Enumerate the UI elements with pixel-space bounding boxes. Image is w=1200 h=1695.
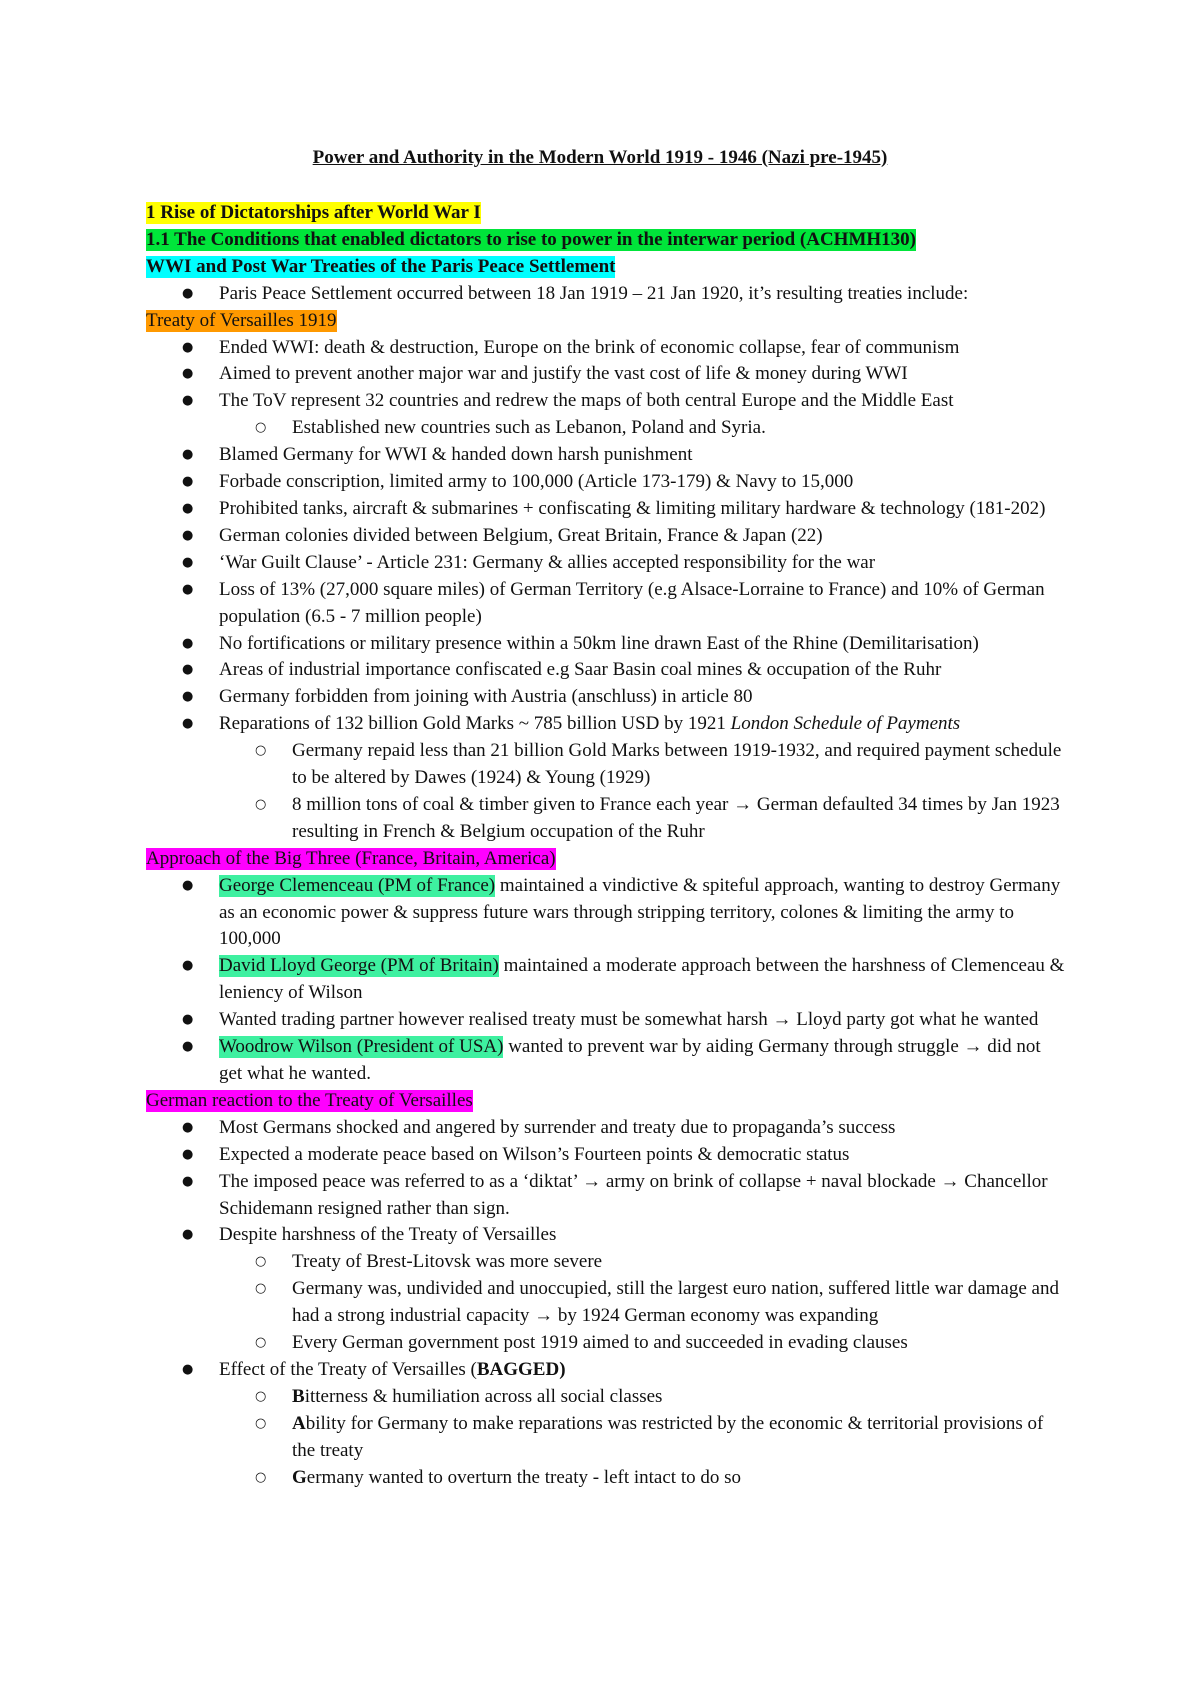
list-item: ● Prohibited tanks, aircraft & submarines + confiscating & limiting military hardware & technology (181-202) — [146, 496, 1066, 523]
list-item: ● Germany forbidden from joining with Austria (anschluss) in article 80 — [146, 684, 1066, 711]
sub-list-item: ○ Bitterness & humiliation across all social classes — [146, 1384, 1066, 1411]
document-title: Power and Authority in the Modern World 1919 - 1946 (Nazi pre-1945) — [312, 147, 888, 168]
list-item: ● Expected a moderate peace based on Wilson’s Fourteen points & democratic status — [146, 1142, 1066, 1169]
list-item: ● David Lloyd George (PM of Britain) maintained a moderate approach between the harshness of Clemenceau & leniency of Wilson — [146, 953, 1066, 1007]
list-item: ● Ended WWI: death & destruction, Europe on the brink of economic collapse, fear of communism — [146, 335, 1066, 362]
sub-list-item: ○ Germany was, undivided and unoccupied, still the largest euro nation, suffered little war damage and had a strong industrial capacity → by 1924 German economy was expanding — [146, 1276, 1066, 1330]
list-item: ● The imposed peace was referred to as a ‘diktat’ → army on brink of collapse + naval blockade → Chancellor Schidemann resigned rather than sign. — [146, 1169, 1066, 1223]
list-item: ● Areas of industrial importance confiscated e.g Saar Basin coal mines & occupation of the Ruhr — [146, 657, 1066, 684]
heading-big-three: Approach of the Big Three (France, Britain, America) — [146, 847, 556, 869]
reaction-list — [146, 1115, 1066, 1492]
sub-list-item: ○ 8 million tons of coal & timber given to France each year → German defaulted 34 times by Jan 1923 resulting in French & Belgium occupation of the Ruhr — [146, 792, 1066, 846]
document-body — [146, 200, 1066, 1492]
highlight-lloyd-george: David Lloyd George (PM of Britain) — [219, 955, 499, 977]
sub-list-item: ○ Germany repaid less than 21 billion Gold Marks between 1919-1932, and required payment schedule to be altered by Dawes (1924) & Young (1929) — [146, 738, 1066, 792]
list-item: ● No fortifications or military presence within a 50km line drawn East of the Rhine (Demilitarisation) — [146, 631, 1066, 658]
list-item: ● Blamed Germany for WWI & handed down harsh punishment — [146, 442, 1066, 469]
big-three-list — [146, 873, 1066, 1088]
list-item: ● Effect of the Treaty of Versailles (BAGGED) — [146, 1357, 1066, 1384]
italic-source: London Schedule of Payments — [730, 713, 961, 735]
list-item: ● Despite harshness of the Treaty of Versailles — [146, 1222, 1066, 1249]
heading-ww1-treaties: WWI and Post War Treaties of the Paris Peace Settlement — [146, 255, 616, 277]
list-item: ● German colonies divided between Belgium, Great Britain, France & Japan (22) — [146, 523, 1066, 550]
sub-list-item: ○ Treaty of Brest-Litovsk was more severe — [146, 1249, 1066, 1276]
list-item: ● ‘War Guilt Clause’ - Article 231: Germany & allies accepted responsibility for the war — [146, 550, 1066, 577]
highlight-wilson: Woodrow Wilson (President of USA) — [219, 1036, 504, 1058]
list-item: ● Wanted trading partner however realised treaty must be somewhat harsh → Lloyd party got what he wanted — [146, 1007, 1066, 1034]
highlight-clemenceau: George Clemenceau (PM of France) — [219, 874, 496, 896]
tov-list — [146, 335, 1066, 846]
list-item: ● George Clemenceau (PM of France) maintained a vindictive & spiteful approach, wanting to destroy Germany as an economic power & suppress future wars through stripping territory, colones & limiting the army to 100,000 — [146, 873, 1066, 954]
heading-treaty-of-versailles: Treaty of Versailles 1919 — [146, 309, 337, 331]
heading-1: 1 Rise of Dictatorships after World War I — [146, 202, 481, 223]
list-item: ● The ToV represent 32 countries and redrew the maps of both central Europe and the Middle East — [146, 388, 1066, 415]
list-item: ● Reparations of 132 billion Gold Marks ~ 785 billion USD by 1921 London Schedule of Payments — [146, 711, 1066, 738]
list-item: ● Most Germans shocked and angered by surrender and treaty due to propaganda’s success — [146, 1115, 1066, 1142]
heading-german-reaction: German reaction to the Treaty of Versailles — [146, 1089, 473, 1111]
list-item: ● Forbade conscription, limited army to 100,000 (Article 173-179) & Navy to 15,000 — [146, 469, 1066, 496]
list-item: ● Paris Peace Settlement occurred between 18 Jan 1919 – 21 Jan 1920, it’s resulting treaties include: — [146, 281, 1066, 308]
sub-list-item: ○ Established new countries such as Lebanon, Poland and Syria. — [146, 415, 1066, 442]
list-item: ● Loss of 13% (27,000 square miles) of German Territory (e.g Alsace-Lorraine to France) and 10% of German population (6.5 - 7 million people) — [146, 577, 1066, 631]
intro-list — [146, 281, 1066, 308]
sub-list-item: ○ Every German government post 1919 aimed to and succeeded in evading clauses — [146, 1330, 1066, 1357]
sub-list-item: ○ Germany wanted to overturn the treaty - left intact to do so — [146, 1465, 1066, 1492]
heading-1-1: 1.1 The Conditions that enabled dictators to rise to power in the interwar period (ACHMH130) — [146, 228, 917, 250]
list-item: ● Aimed to prevent another major war and justify the vast cost of life & money during WWI — [146, 361, 1066, 388]
bagged-acronym: BAGGED) — [476, 1358, 566, 1380]
sub-list-item: ○ Ability for Germany to make reparations was restricted by the economic & territorial provisions of the treaty — [146, 1411, 1066, 1465]
list-item: ● Woodrow Wilson (President of USA) wanted to prevent war by aiding Germany through struggle → did not get what he wanted. — [146, 1034, 1066, 1088]
